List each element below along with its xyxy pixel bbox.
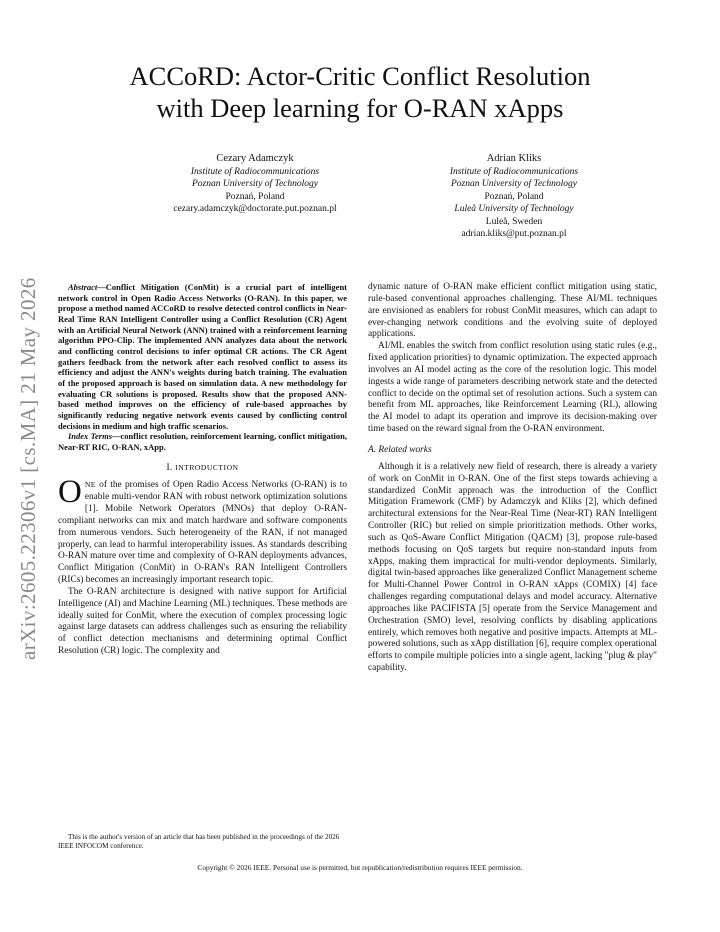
author-block-2	[396, 152, 632, 240]
subsection-heading-related-works: A. Related works	[368, 444, 432, 455]
author-name: Adrian Kliks	[486, 153, 542, 164]
footnote: This is the author's version of an article that has been published in the proceedings of the 2026 IEEE INFOCOM conference.	[58, 833, 340, 851]
author-affiliation: Poznan University of Technology	[191, 179, 319, 190]
intro-paragraph-1-text: of the promises of Open Radio Access Networks (O-RAN) is to enable multi-vendor RAN with robust network optimization solutions [1]. Mobile Network Operators (MNOs) that deploy O-RAN-compliant networks can mix and match hardware and software components from numerous vendors. Such heterogeneity of the RAN, if not managed properly, can lead to harmful interoperability issues. As standards describing O-RAN mature over time and complexity of O-RAN deployments advances, Conflict Mitigation (ConMit) in O-RAN's RAN Intelligent Controllers (RICs) becomes an increasingly important research topic.	[58, 480, 347, 586]
copyright-notice: Copyright © 2026 IEEE. Personal use is permitted, but republication/redistribution requires IEEE permission.	[197, 863, 523, 872]
section-heading-introduction	[58, 462, 347, 475]
section-number: I.	[166, 462, 176, 473]
right-paragraph-2: AI/ML enables the switch from conflict resolution using static rules (e.g., fixed application priorities) to dynamic optimization. The expected approach involves an AI model acting as the core of the resolution logic. This model ingests a wide range of parameters describing network state and the detected conflict to decide on the optimal set of resolution actions. Such a system can benefit from ML approaches, like Reinforcement Learning (RL), allowing the AI model to adapt its operation and improve its decision-making over time based on the reward signal from the O-RAN environment.	[368, 341, 657, 435]
right-paragraph-1: dynamic nature of O-RAN make efficient conflict mitigation using static, rule-based conventional approaches challenging. These AI/ML techniques are envisioned as enablers for robust ConMit measures, which can adapt to ever-changing network conditions and the evolving suite of deployed applications.	[368, 282, 657, 340]
index-terms-text: —conflict resolution, reinforcement learning, conflict mitigation, Near-RT RIC, O-RAN, xApp.	[58, 431, 347, 452]
related-works-paragraph: Although it is a relatively new field of research, there is already a variety of work on ConMit in O-RAN. One of the first steps towards achieving a standardized ConMit approach was the introduction of the Conflict Mitigation Framework (CMF) by Adamczyk and Kliks [2], which defined architectural extensions for the Near-Real Time (Near-RT) RAN Intelligent Controller (RIC) but relied on simple prioritization methods. Other works, such as QoS-Aware Conflict Mitigation (QACM) [3], propose rule-based methods focusing on QoS targets but require non-standard inputs from xApps, making them impractical for multi-vendor deployments. Similarly, digital twin-based approaches like generalized Conflict Management scheme for Multi-Channel Power Control in O-RAN xApps (COMIX) [4] face challenges regarding computational delays and model accuracy. Alternative approaches like PACIFISTA [5] operate from the Service Management and Orchestration (SMO) level, resolving conflicts by disabling applications entirely, which removes both negative and positive impacts. Attempts at ML-powered solutions, such as xApp distillation [6], require complex operational efforts to compile multiple policies into a single agent, lacking "plug & play" capability.	[368, 461, 657, 674]
section-title: INTRODUCTION	[175, 462, 239, 472]
abstract	[58, 282, 347, 431]
author-location: Poznań, Poland	[225, 191, 285, 202]
author-email: adrian.kliks@put.poznan.pl	[461, 229, 567, 240]
drop-cap-continuation: NE	[84, 480, 96, 490]
author-affiliation: Institute of Radiocommunications	[190, 167, 320, 177]
author-location: Poznań, Poland	[484, 191, 544, 202]
title-line-2: with Deep learning for O-RAN xApps	[156, 93, 564, 123]
drop-cap: O	[58, 474, 82, 511]
title-line-1: ACCoRD: Actor-Critic Conflict Resolution	[129, 61, 591, 91]
paper-title	[60, 60, 660, 124]
author-block-1	[130, 152, 380, 216]
author-name: Cezary Adamczyk	[216, 153, 294, 164]
author-email: cezary.adamczyk@doctorate.put.poznan.pl	[173, 204, 337, 215]
intro-paragraph-2: The O-RAN architecture is designed with native support for Artificial Intelligence (AI) and Machine Learning (ML) techniques. These methods are ideally suited for ConMit, where the execution of complex processing logic against large datasets can address challenges such as ensuring the reliability of conflict detection mechanisms and determining optimal Conflict Resolution (CR) logic. The complexity and	[58, 586, 347, 657]
author-affiliation: Poznan University of Technology	[450, 179, 578, 190]
right-column	[368, 282, 657, 675]
index-terms	[58, 431, 347, 452]
author-affiliation: Institute of Radiocommunications	[449, 167, 579, 177]
index-terms-lead: Index Terms	[68, 431, 113, 442]
abstract-lead: Abstract	[68, 282, 98, 292]
abstract-text: —Conflict Mitigation (ConMit) is a crucial part of intelligent network control in Open Radio Access Networks (O-RAN). In this paper, we propose a method named ACCoRD to resolve detected control conflicts in Near-Real Time RAN Intelligent Controller using a Conflict Resolution (CR) Agent with an Artificial Neural Network (ANN) trained with a reinforcement learning algorithm PPO-Clip. The implemented ANN analyzes data about the network and conflicting control decisions to infer optimal CR actions. The CR Agent gathers feedback from the network after each resolved conflict to assess its efficiency and adjust the ANN's weights during batch training. The evaluation of the proposed approach is based on simulation data. A new methodology for evaluating CR solutions is proposed. Results show that the proposed ANN-based method improves on the efficiency of rule-based approaches by significantly reducing negative network events caused by conflicting control decisions in medium and high traffic scenarios.	[58, 282, 347, 431]
author-affiliation: Luleå University of Technology	[454, 204, 574, 215]
arxiv-identifier-stamp: arXiv:2605.22306v1 [cs.MA] 21 May 2026	[16, 277, 40, 660]
left-column	[58, 282, 347, 658]
author-location: Luleå, Sweden	[485, 216, 543, 227]
intro-paragraph-1	[58, 474, 347, 587]
